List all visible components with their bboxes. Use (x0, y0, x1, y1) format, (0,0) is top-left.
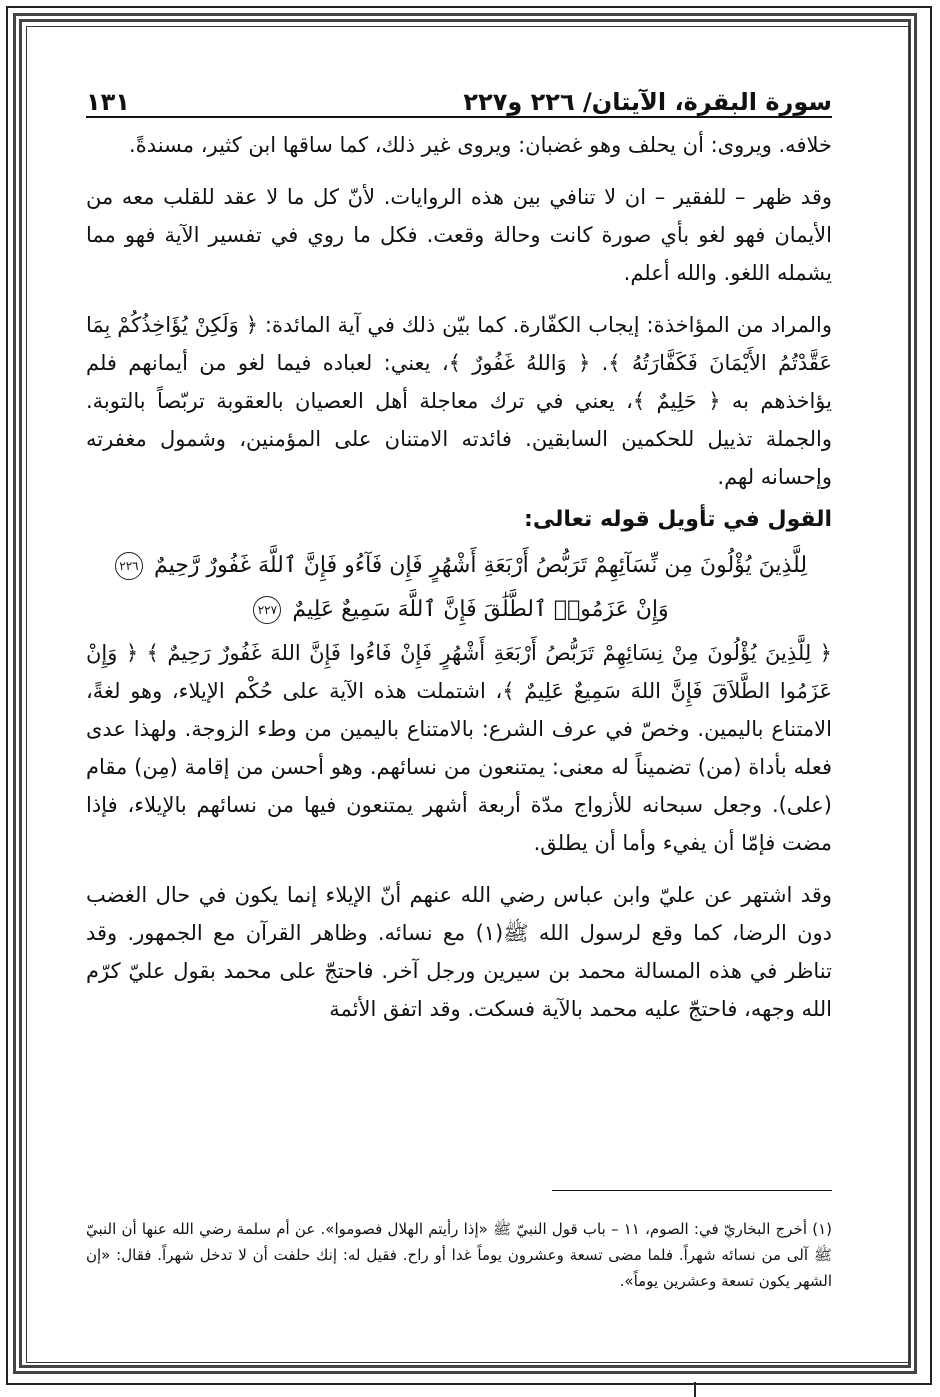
paragraph-3: والمراد من المؤاخذة: إيجاب الكفّارة. كما بيّن ذلك في آية المائدة: ﴿ وَلَكِنْ يُؤَاخِذُكُمْ بِمَا عَقَّدْتُمُ الأَيْمَانَ فَكَفَّارَتُهُ ﴾. ﴿ وَاللهُ غَفُورٌ ﴾، يعني: لعباده فيما لغو من أيمانهم فلم يؤاخذهم به ﴿ حَلِيمٌ ﴾، يعني في ترك معاجلة أهل العصيان بالعقوبة تربّصاً بالتوبة. والجملة تذييل للحكمين السابقين. فائدته الامتنان على المؤمنين، وشمول مغفرته وإحسانه لهم. (86, 313, 832, 489)
ayah-number-226: ٢٢٦ (115, 552, 143, 580)
quran-verses (86, 544, 832, 632)
footnote: (١) أخرج البخاريّ في: الصوم، ١١ – باب قول النبيّ ﷺ «إذا رأيتم الهلال فصوموا». عن أم سلمة رضي الله عنها أن النبيّ ﷺ آلى من نسائه شهراً. فلما مضى تسعة وعشرون يوماً غدا أو راح. فقيل له: إنك حلفت أن لا تدخل شهراً. فقال: «إن الشهر يكون تسعة وعشرين يوماً». (86, 1220, 832, 1290)
paragraph-5: وقد اشتهر عن عليّ وابن عباس رضي الله عنهم أنّ الإيلاء إنما يكون في حال الغضب دون الرضا، كما وقع لرسول الله ﷺ(١) مع نسائه. وظاهر القرآن مع الجمهور. وقد تناظر في هذه المسالة محمد بن سيرين ورجل آخر. فاحتجّ على محمد بقول عليّ كرّم الله وجهه، فاحتجّ عليه محمد بالآية فسكت. وقد اتفق الأئمة (86, 883, 832, 1021)
running-header (86, 72, 832, 118)
paragraph-2: وقد ظهر – للفقير – ان لا تنافي بين هذه الروايات. لأنّ كل ما لا عقد للقلب معه من الأيمان فهو لغو بأي صورة كانت وحالة وقعت. فكل ما روي في تفسير الآية فهو مما يشمله اللغو. والله أعلم. (86, 185, 832, 285)
paragraph-4: ﴿ لِلَّذِينَ يُؤْلُونَ مِنْ نِسَائِهِمْ تَرَبُّصُ أَرْبَعَةِ أَشْهُرٍ فَإِنْ فَاءُوا فَإِنَّ اللهَ غَفُورٌ رَحِيمٌ ﴾ ﴿ وَإِنْ عَزَمُوا الطَّلاَقَ فَإِنَّ اللهَ سَمِيعٌ عَلِيمٌ ﴾، اشتملت هذه الآية على حُكْم الإيلاء، وهو لغةً، الامتناع باليمين. وخصّ في عرف الشرع: بالامتناع باليمين من وطء الزوجة. ولهذا عدى فعله بأداة (من) تضميناً له معنى: يمتنعون من نسائهم. وهو أحسن من إقامة (مِن) مقام (على). وجعل سبحانه للأزواج مدّة أربعة أشهر يمتنعون فيها من نسائهم بالإيلاء، فإذا مضت فإمّا أن يفيء وأما أن يطلق. (86, 641, 832, 855)
ayah-number-227: ٢٢٧ (253, 596, 281, 624)
header-title: سورة البقرة، الآيتان/ ٢٢٦ و٢٢٧ (463, 88, 832, 116)
page-content (86, 72, 832, 1028)
section-heading: القول في تأويل قوله تعالى: (524, 507, 832, 532)
verse-line-1 (86, 544, 832, 588)
paragraph-1: خلافه. ويروى: أن يحلف وهو غضبان: ويروى غير ذلك، كما ساقها ابن كثير، مسندةً. (129, 133, 832, 157)
verse-line-2 (86, 588, 832, 632)
footnote-rule-line (552, 1190, 832, 1191)
verse-226-text: لِلَّذِينَ يُؤْلُونَ مِن نِّسَآئِهِمْ تَرَبُّصُ أَرْبَعَةِ أَشْهُرٍ فَإِن فَآءُو فَإِنَّ ٱللَّهَ غَفُورٌ رَّحِيمٌ (153, 553, 808, 578)
page-number: ١٣١ (86, 88, 130, 116)
verse-227-text: وَإِنْ عَزَمُوا۟ ٱلطَّلَٰقَ فَإِنَّ ٱللَّهَ سَمِيعٌ عَلِيمٌ (292, 597, 669, 622)
crop-mark (694, 1382, 696, 1397)
